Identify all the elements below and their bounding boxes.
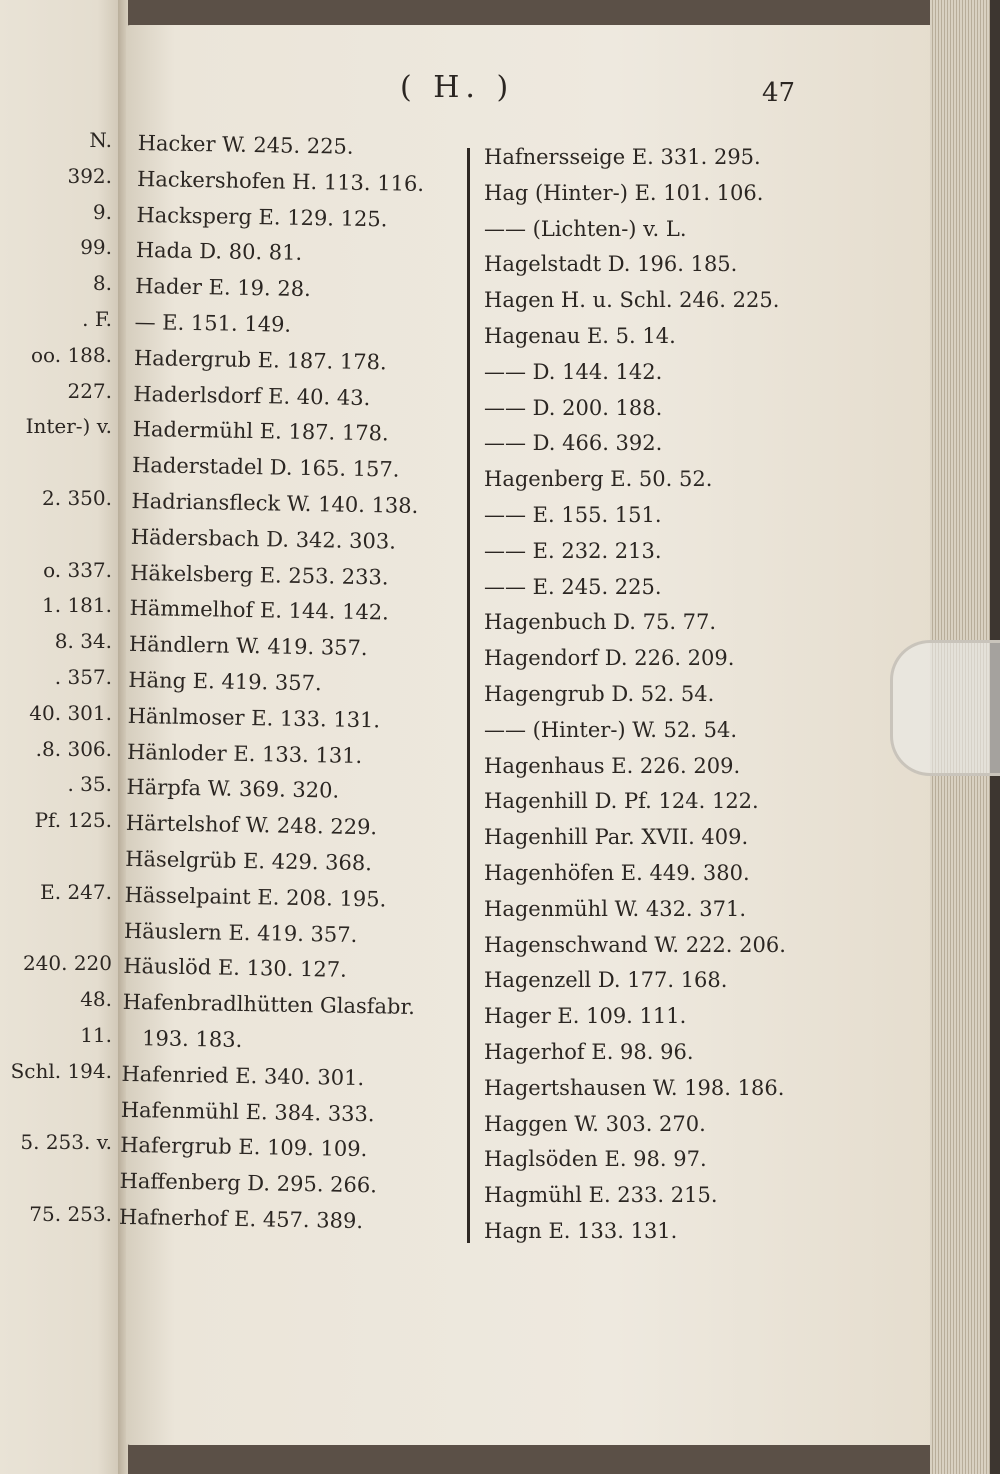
left-page-fragment: 99. [80, 235, 112, 260]
index-entry: Hager E. 109. 111. [484, 1004, 687, 1029]
left-page-fragment: . F. [82, 307, 112, 331]
index-entry: Hacksperg E. 129. 125. [136, 202, 388, 231]
index-entry: Hagenhaus E. 226. 209. [484, 753, 741, 778]
index-entry: Hafnerhof E. 457. 389. [118, 1204, 364, 1233]
index-entry: Hader E. 19. 28. [134, 274, 311, 302]
index-entry: Hagenschwand W. 222. 206. [484, 932, 786, 957]
index-entry: Hagenhöfen E. 449. 380. [484, 860, 750, 885]
index-entry: Hämmelhof E. 144. 142. [129, 596, 390, 625]
index-entry: —— E. 232. 213. [484, 538, 662, 563]
left-page-fragment: .8. 306. [35, 736, 112, 761]
left-page-fragment: 48. [80, 987, 112, 1012]
left-page-fragment: Schl. 194. [10, 1058, 112, 1083]
index-entry: —— D. 200. 188. [484, 395, 663, 420]
left-page-fragment: 1. 181. [42, 593, 112, 618]
index-entry: Haglsöden E. 98. 97. [484, 1147, 707, 1172]
index-entry: Hagenbuch D. 75. 77. [484, 610, 717, 635]
index-entry: —— D. 144. 142. [484, 359, 663, 384]
index-entry: Hafnersseige E. 331. 295. [484, 145, 761, 169]
left-page-fragment: 5. 253. v. [20, 1130, 112, 1155]
page-number: 47 [762, 78, 796, 108]
index-entry: Hagen H. u. Schl. 246. 225. [484, 288, 780, 313]
index-entry: Hafergrub E. 109. 109. [120, 1133, 368, 1162]
index-entry: Hagelstadt D. 196. 185. [484, 252, 738, 277]
index-entry: —— (Lichten-) v. L. [484, 216, 687, 241]
left-page-fragment: 240. 220 [22, 951, 112, 976]
left-page-fragment: 8. 34. [54, 629, 112, 654]
left-page-fragment: 227. [67, 378, 112, 403]
index-entry: Hagenberg E. 50. 52. [484, 467, 713, 492]
index-entry: Hadermühl E. 187. 178. [132, 417, 389, 446]
left-page-fragment: 11. [80, 1023, 112, 1047]
left-page-fragment: Pf. 125. [34, 808, 112, 833]
page-clip [890, 640, 1000, 776]
index-entry: Hackershofen H. 113. 116. [136, 166, 425, 196]
index-entry: Hänlmoser E. 133. 131. [127, 703, 381, 733]
index-entry: Häselgrüb E. 429. 368. [124, 846, 373, 876]
index-entry: Häuslöd E. 130. 127. [123, 954, 347, 983]
left-page-fragment: 8. [92, 271, 112, 296]
running-header: ( H. ) [400, 70, 515, 105]
index-entry: Hagengrub D. 52. 54. [484, 681, 715, 706]
index-entry: —— E. 155. 151. [484, 502, 662, 527]
index-entry: — E. 151. 149. [134, 309, 292, 337]
index-column-right [484, 140, 786, 1250]
index-entry: Härtelshof W. 248. 229. [125, 811, 378, 840]
index-entry: Hässelpaint E. 208. 195. [124, 882, 387, 912]
index-entry: Hafenbradlhütten Glasfabr. [122, 989, 416, 1020]
index-entry: Hagertshausen W. 198. 186. [484, 1075, 785, 1100]
left-page-fragment: N. [89, 128, 112, 152]
index-entry: —— (Hinter-) W. 52. 54. [484, 717, 738, 742]
index-entry: Haffenberg D. 295. 266. [119, 1168, 378, 1198]
index-entry: Hadriansfleck W. 140. 138. [131, 488, 419, 518]
index-entry: Hagenhill Par. XVII. 409. [484, 825, 749, 850]
index-entry: Hafenmühl E. 384. 333. [120, 1097, 375, 1126]
index-entry: Häuslern E. 419. 357. [123, 918, 358, 947]
index-entry: —— E. 245. 225. [484, 574, 662, 599]
index-entry: Hagenhill D. Pf. 124. 122. [484, 789, 759, 814]
index-entry: Hagenmühl W. 432. 371. [484, 896, 747, 921]
index-column-left [119, 126, 431, 1241]
index-entry: 193. 183. [121, 1025, 243, 1052]
column-divider [467, 148, 470, 1243]
index-entry: Hag (Hinter-) E. 101. 106. [484, 180, 764, 205]
index-entry: Häng E. 419. 357. [128, 667, 322, 696]
left-page-fragment: . 357. [54, 665, 112, 689]
index-entry: Härpfa W. 369. 320. [126, 775, 340, 803]
left-page [0, 0, 122, 1474]
index-entry: Hada D. 80. 81. [135, 238, 303, 266]
index-entry: —— D. 466. 392. [484, 431, 663, 456]
index-entry: Haggen W. 303. 270. [484, 1111, 706, 1136]
index-entry: Hagmühl E. 233. 215. [484, 1183, 718, 1208]
index-entry: Hagn E. 133. 131. [484, 1218, 678, 1243]
left-page-fragment: Inter-) v. [25, 414, 112, 439]
index-entry: Hagerhof E. 98. 96. [484, 1039, 694, 1064]
index-entry: Händlern W. 419. 357. [128, 632, 368, 661]
index-entry: Hacker W. 245. 225. [137, 130, 354, 159]
index-entry: Hädersbach D. 342. 303. [130, 524, 397, 554]
left-page-fragment: E. 247. [40, 879, 112, 904]
index-entry: Hagenzell D. 177. 168. [484, 968, 728, 993]
index-entry: Hafenried E. 340. 301. [121, 1061, 365, 1090]
left-page-fragment: 40. 301. [29, 700, 112, 725]
index-entry: Hadergrub E. 187. 178. [133, 345, 387, 375]
left-page-fragment: 2. 350. [42, 486, 112, 510]
index-entry: Hagenau E. 5. 14. [484, 323, 676, 348]
left-page-fragment: 75. 253. [29, 1202, 112, 1226]
index-entry: Haderstadel D. 165. 157. [131, 453, 400, 482]
index-entry: Häkelsberg E. 253. 233. [129, 560, 389, 590]
index-entry: Haderlsdorf E. 40. 43. [133, 381, 371, 410]
left-page-fragment: o. 337. [43, 557, 112, 582]
index-entry: Hänloder E. 133. 131. [126, 739, 363, 768]
left-page-fragment: 9. [92, 199, 112, 224]
left-page-fragment: oo. 188. [31, 342, 112, 367]
index-entry: Hagendorf D. 226. 209. [484, 646, 735, 671]
left-page-fragment: 392. [67, 163, 112, 188]
left-page-fragment: . 35. [67, 772, 112, 797]
